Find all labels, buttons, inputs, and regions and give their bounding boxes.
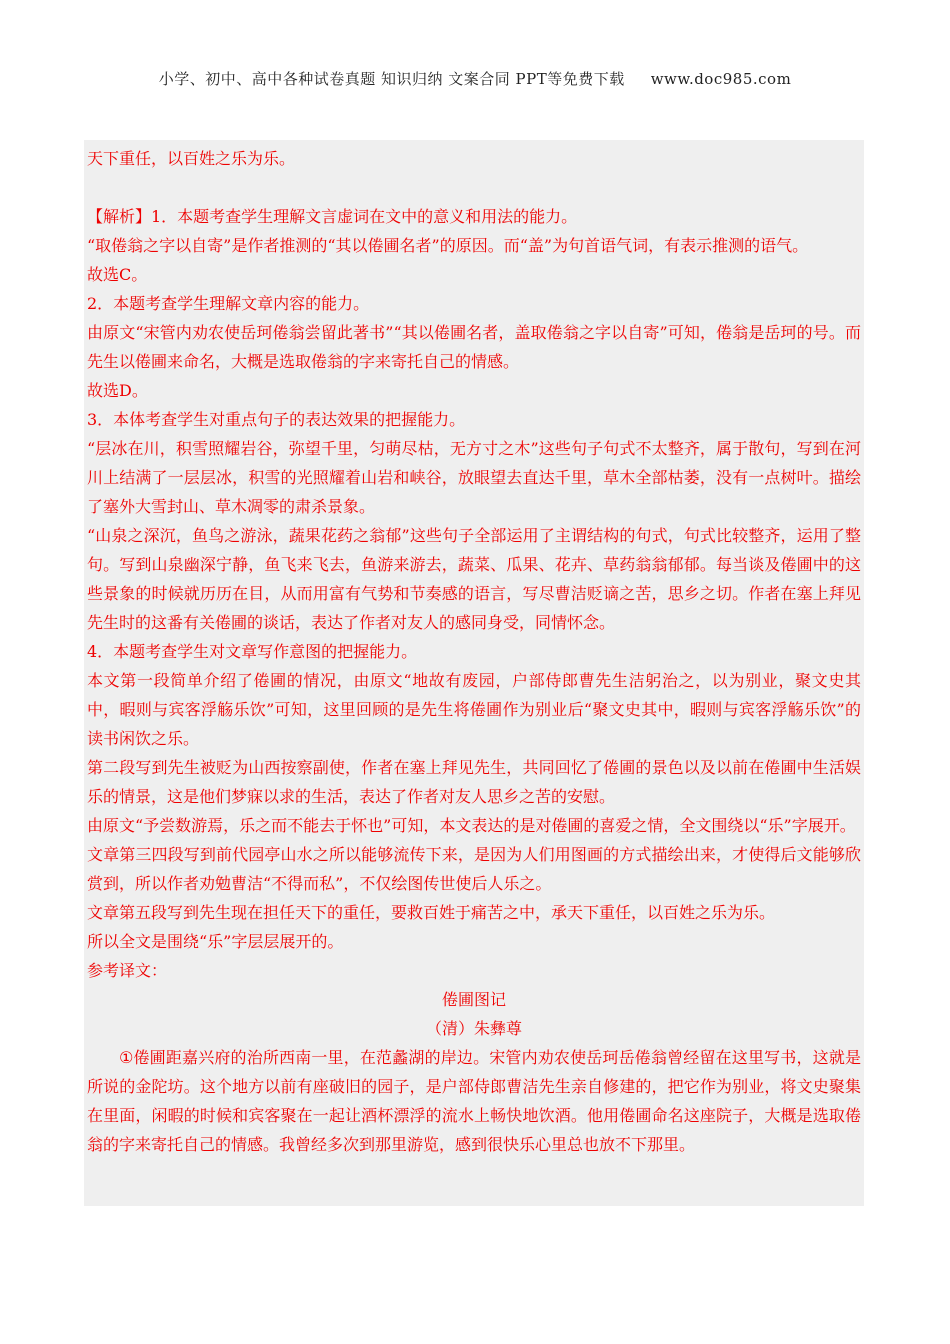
text-line: “层冰在川，积雪照耀岩谷，弥望千里，匀萌尽枯，无方寸之木”这些句子句式不太整齐，属于散句，写到在河川上结满了一层层冰，积雪的光照耀着山岩和峡谷，放眼望去直达千里，草木全部枯萎，没有一点树叶。描绘了塞外大雪封山、草木凋零的肃杀景象。 [87,439,861,516]
text-line: 所以全文是围绕“乐”字层层展开的。 [87,932,344,951]
answer-choice: 故选D。 [87,381,148,400]
text-line: “山泉之深沉，鱼鸟之游泳，蔬果花药之翁郁”这些句子全部运用了主谓结构的句式，句式比较整齐，运用了整句。写到山泉幽深宁静，鱼飞来飞去，鱼游来游去，蔬菜、瓜果、花卉、草药翁翁郁郁。每当谈及倦圃中的这些景象的时候就历历在目，从而用富有气势和节奏感的语言，写尽曹洁贬谪之苦，思乡之切。作者在塞上拜见先生时的这番有关倦圃的谈话，表达了作者对友人的感同身受，同情怀念。 [87,526,861,632]
text-line: 第二段写到先生被贬为山西按察副使，作者在塞上拜见先生，共同回忆了倦圃的景色以及以前在倦圃中生活娱乐的情景，这是他们梦寐以求的生活，表达了作者对友人思乡之苦的安慰。 [87,758,861,806]
translation-author: （清）朱彝尊 [425,1019,522,1038]
question-heading: 4．本题考查学生对文章写作意图的把握能力。 [87,642,418,661]
text-line: 文章第五段写到先生现在担任天下的重任，要救百姓于痛苦之中，承天下重任，以百姓之乐为乐。 [87,903,776,922]
question-heading: 3．本体考查学生对重点句子的表达效果的把握能力。 [87,410,466,429]
translation-paragraph: ①倦圃距嘉兴府的治所西南一里，在范蠡湖的岸边。宋管内劝农使岳珂岳倦翁曾经留在这里写书，这就是所说的金陀坊。这个地方以前有座破旧的园子，是户部侍郎曹洁先生亲自修建的，把它作为别业，将文史聚集在里面，闲暇的时候和宾客聚在一起让酒杯漂浮的流水上畅快地饮酒。他用倦圃命名这座院子，大概是选取倦翁的字来寄托自己的情感。我曾经多次到那里游览，感到很快乐心里总也放不下那里。 [87,1048,861,1154]
translation-title: 倦圃图记 [441,990,506,1009]
translation-label: 参考译文： [87,961,168,980]
analysis-heading: 【解析】1．本题考查学生理解文言虚词在文中的意义和用法的能力。 [87,207,578,226]
text-line: 由原文“宋管内劝农使岳珂倦翁尝留此著书”“其以倦圃名者，盖取倦翁之字以自寄”可知，倦翁是岳珂的号。而先生以倦圃来命名，大概是选取倦翁的字来寄托自己的情感。 [87,323,861,371]
blank-line [87,173,861,202]
text-line: 本文第一段简单介绍了倦圃的情况，由原文“地故有废园，户部侍郎曹先生洁躬治之，以为别业，聚文史其中，暇则与宾客浮觞乐饮”可知，这里回顾的是先生将倦圃作为别业后“聚文史其中，暇则与宾客浮觞乐饮”的读书闲饮之乐。 [87,671,861,748]
answer-content [84,140,864,1206]
page-header [0,68,950,89]
answer-choice: 故选C。 [87,265,148,284]
text-line: “取倦翁之字以自寄”是作者推测的“其以倦圃名者”的原因。而“盖”为句首语气词，有表示推测的语气。 [87,236,809,255]
header-url: www.doc985.com [650,70,792,88]
question-heading: 2．本题考查学生理解文章内容的能力。 [87,294,370,313]
header-text: 小学、初中、高中各种试卷真题 知识归纳 文案合同 PPT等免费下载 [158,70,625,88]
text-line: 由原文“予尝数游焉，乐之而不能去于怀也”可知，本文表达的是对倦圃的喜爱之情，全文围绕以“乐”字展开。 [87,816,856,835]
text-line: 天下重任，以百姓之乐为乐。 [87,149,296,168]
text-line: 文章第三四段写到前代园亭山水之所以能够流传下来，是因为人们用图画的方式描绘出来，才使得后文能够欣赏到，所以作者劝勉曹洁“不得而私”，不仅绘图传世使后人乐之。 [87,845,861,893]
